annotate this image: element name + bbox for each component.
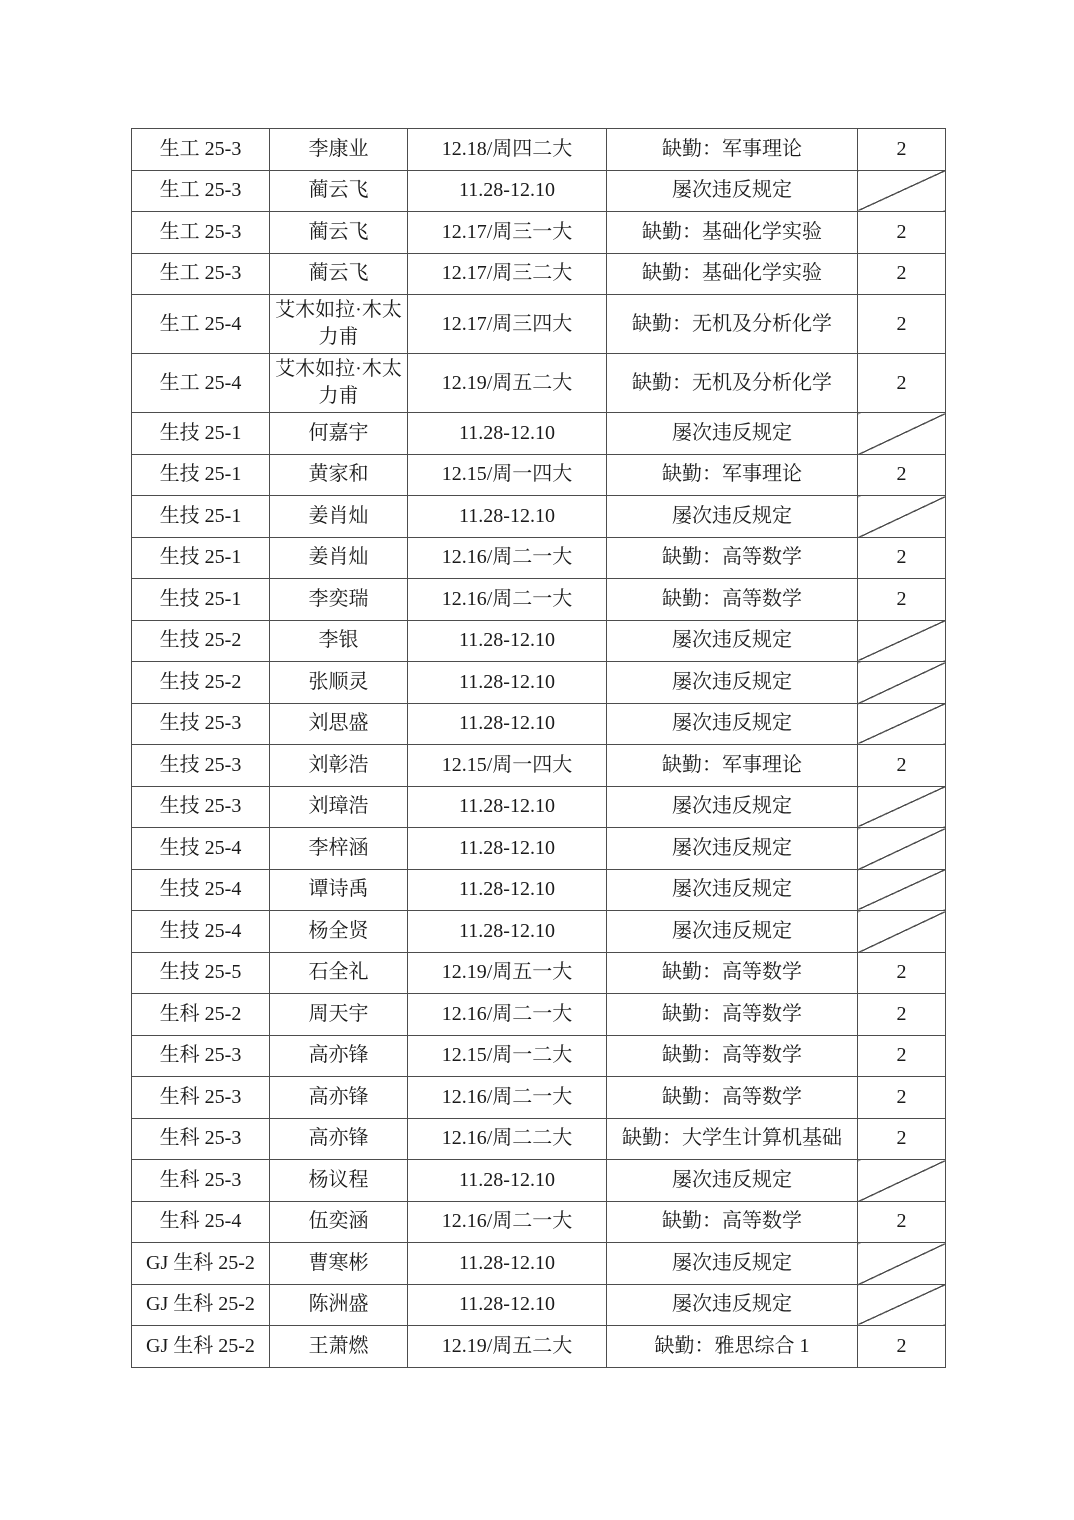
score-cell: 2 xyxy=(858,354,946,413)
violation-cell: 屡次违反规定 xyxy=(607,496,858,538)
score-cell xyxy=(858,413,946,455)
violation-cell: 屡次违反规定 xyxy=(607,828,858,870)
date-session-cell: 12.19/周五二大 xyxy=(408,1326,607,1368)
violation-cell: 屡次违反规定 xyxy=(607,703,858,745)
class-cell: 生科 25-3 xyxy=(132,1035,270,1077)
score-cell: 2 xyxy=(858,1077,946,1119)
table-row xyxy=(132,1284,946,1326)
class-cell: 生技 25-5 xyxy=(132,952,270,994)
date-session-cell: 12.17/周三二大 xyxy=(408,253,607,295)
class-cell: 生技 25-1 xyxy=(132,496,270,538)
violation-cell: 缺勤：高等数学 xyxy=(607,579,858,621)
score-cell: 2 xyxy=(858,1201,946,1243)
score-cell xyxy=(858,786,946,828)
score-cell xyxy=(858,1160,946,1202)
table-row xyxy=(132,1326,946,1368)
violation-cell: 缺勤：军事理论 xyxy=(607,745,858,787)
student-name-cell: 刘彰浩 xyxy=(270,745,408,787)
score-cell: 2 xyxy=(858,952,946,994)
student-name-cell: 李康业 xyxy=(270,129,408,171)
date-session-cell: 11.28-12.10 xyxy=(408,828,607,870)
student-name-cell: 张顺灵 xyxy=(270,662,408,704)
violation-cell: 缺勤：高等数学 xyxy=(607,994,858,1036)
date-session-cell: 12.16/周二一大 xyxy=(408,579,607,621)
table-row xyxy=(132,1243,946,1285)
class-cell: 生科 25-3 xyxy=(132,1077,270,1119)
table-row xyxy=(132,952,946,994)
student-name-cell: 李银 xyxy=(270,620,408,662)
class-cell: 生工 25-4 xyxy=(132,295,270,354)
table-row xyxy=(132,253,946,295)
table-row xyxy=(132,869,946,911)
score-cell: 2 xyxy=(858,295,946,354)
student-name-cell: 蔺云飞 xyxy=(270,170,408,212)
class-cell: 生科 25-3 xyxy=(132,1160,270,1202)
class-cell: 生工 25-4 xyxy=(132,354,270,413)
class-cell: 生技 25-1 xyxy=(132,537,270,579)
date-session-cell: 12.19/周五一大 xyxy=(408,952,607,994)
score-cell: 2 xyxy=(858,1326,946,1368)
student-name-cell: 李梓涵 xyxy=(270,828,408,870)
student-name-cell: 周天宇 xyxy=(270,994,408,1036)
student-name-cell: 陈洲盛 xyxy=(270,1284,408,1326)
class-cell: 生技 25-3 xyxy=(132,703,270,745)
violation-cell: 屡次违反规定 xyxy=(607,662,858,704)
table-row xyxy=(132,662,946,704)
date-session-cell: 11.28-12.10 xyxy=(408,869,607,911)
table-row xyxy=(132,129,946,171)
score-cell: 2 xyxy=(858,129,946,171)
class-cell: 生工 25-3 xyxy=(132,170,270,212)
violation-cell: 缺勤：无机及分析化学 xyxy=(607,354,858,413)
date-session-cell: 12.15/周一二大 xyxy=(408,1035,607,1077)
student-name-cell: 高亦锋 xyxy=(270,1118,408,1160)
score-cell: 2 xyxy=(858,579,946,621)
score-cell xyxy=(858,869,946,911)
student-name-cell: 何嘉宇 xyxy=(270,413,408,455)
student-name-cell: 蔺云飞 xyxy=(270,212,408,254)
date-session-cell: 12.16/周二一大 xyxy=(408,1077,607,1119)
class-cell: GJ 生科 25-2 xyxy=(132,1284,270,1326)
student-name-cell: 王萧燃 xyxy=(270,1326,408,1368)
violation-cell: 缺勤：基础化学实验 xyxy=(607,212,858,254)
class-cell: 生工 25-3 xyxy=(132,129,270,171)
score-cell xyxy=(858,703,946,745)
violation-cell: 屡次违反规定 xyxy=(607,1160,858,1202)
score-cell xyxy=(858,170,946,212)
student-name-cell: 石全礼 xyxy=(270,952,408,994)
class-cell: 生技 25-1 xyxy=(132,579,270,621)
score-cell xyxy=(858,1284,946,1326)
class-cell: 生科 25-2 xyxy=(132,994,270,1036)
student-name-cell: 伍奕涵 xyxy=(270,1201,408,1243)
violation-cell: 缺勤：高等数学 xyxy=(607,952,858,994)
date-session-cell: 11.28-12.10 xyxy=(408,1160,607,1202)
violation-cell: 缺勤：高等数学 xyxy=(607,1077,858,1119)
student-name-cell: 艾木如拉·木太力甫 xyxy=(270,295,408,354)
violation-cell: 缺勤：高等数学 xyxy=(607,1201,858,1243)
table-row xyxy=(132,786,946,828)
date-session-cell: 12.16/周二一大 xyxy=(408,994,607,1036)
date-session-cell: 12.19/周五二大 xyxy=(408,354,607,413)
table-row xyxy=(132,537,946,579)
table-row xyxy=(132,212,946,254)
violation-cell: 缺勤：大学生计算机基础 xyxy=(607,1118,858,1160)
table-row xyxy=(132,828,946,870)
date-session-cell: 11.28-12.10 xyxy=(408,1284,607,1326)
violation-cell: 屡次违反规定 xyxy=(607,620,858,662)
table-row xyxy=(132,994,946,1036)
table-row xyxy=(132,170,946,212)
score-cell xyxy=(858,1243,946,1285)
score-cell xyxy=(858,620,946,662)
score-cell xyxy=(858,496,946,538)
score-cell: 2 xyxy=(858,212,946,254)
table-row xyxy=(132,579,946,621)
score-cell xyxy=(858,662,946,704)
class-cell: 生技 25-2 xyxy=(132,662,270,704)
date-session-cell: 11.28-12.10 xyxy=(408,786,607,828)
violation-cell: 屡次违反规定 xyxy=(607,413,858,455)
table-row xyxy=(132,620,946,662)
score-cell xyxy=(858,911,946,953)
table-row xyxy=(132,496,946,538)
violation-cell: 缺勤：基础化学实验 xyxy=(607,253,858,295)
class-cell: 生技 25-4 xyxy=(132,828,270,870)
class-cell: 生技 25-2 xyxy=(132,620,270,662)
class-cell: 生工 25-3 xyxy=(132,212,270,254)
student-name-cell: 黄家和 xyxy=(270,454,408,496)
student-name-cell: 杨议程 xyxy=(270,1160,408,1202)
student-name-cell: 高亦锋 xyxy=(270,1035,408,1077)
date-session-cell: 12.16/周二一大 xyxy=(408,1201,607,1243)
violation-cell: 屡次违反规定 xyxy=(607,1243,858,1285)
student-name-cell: 刘思盛 xyxy=(270,703,408,745)
student-name-cell: 李奕瑞 xyxy=(270,579,408,621)
student-name-cell: 姜肖灿 xyxy=(270,537,408,579)
date-session-cell: 12.15/周一四大 xyxy=(408,454,607,496)
class-cell: 生技 25-3 xyxy=(132,745,270,787)
date-session-cell: 12.18/周四二大 xyxy=(408,129,607,171)
class-cell: 生工 25-3 xyxy=(132,253,270,295)
attendance-violation-table xyxy=(131,128,946,1368)
date-session-cell: 11.28-12.10 xyxy=(408,911,607,953)
student-name-cell: 姜肖灿 xyxy=(270,496,408,538)
date-session-cell: 11.28-12.10 xyxy=(408,662,607,704)
date-session-cell: 11.28-12.10 xyxy=(408,170,607,212)
score-cell: 2 xyxy=(858,1035,946,1077)
score-cell: 2 xyxy=(858,994,946,1036)
violation-cell: 缺勤：无机及分析化学 xyxy=(607,295,858,354)
score-cell: 2 xyxy=(858,454,946,496)
date-session-cell: 12.16/周二一大 xyxy=(408,537,607,579)
violation-cell: 缺勤：雅思综合 1 xyxy=(607,1326,858,1368)
violation-cell: 屡次违反规定 xyxy=(607,869,858,911)
table-row xyxy=(132,454,946,496)
class-cell: 生技 25-4 xyxy=(132,869,270,911)
table-row xyxy=(132,1160,946,1202)
class-cell: 生科 25-4 xyxy=(132,1201,270,1243)
violation-cell: 屡次违反规定 xyxy=(607,170,858,212)
date-session-cell: 11.28-12.10 xyxy=(408,1243,607,1285)
date-session-cell: 12.15/周一四大 xyxy=(408,745,607,787)
student-name-cell: 刘璋浩 xyxy=(270,786,408,828)
violation-cell: 缺勤：高等数学 xyxy=(607,537,858,579)
violation-cell: 屡次违反规定 xyxy=(607,786,858,828)
class-cell: 生技 25-1 xyxy=(132,413,270,455)
table-row xyxy=(132,911,946,953)
date-session-cell: 11.28-12.10 xyxy=(408,620,607,662)
table-row xyxy=(132,413,946,455)
student-name-cell: 曹寒彬 xyxy=(270,1243,408,1285)
table-row xyxy=(132,1077,946,1119)
table-row xyxy=(132,1201,946,1243)
date-session-cell: 11.28-12.10 xyxy=(408,413,607,455)
date-session-cell: 11.28-12.10 xyxy=(408,703,607,745)
student-name-cell: 蔺云飞 xyxy=(270,253,408,295)
table-row xyxy=(132,295,946,354)
violation-cell: 缺勤：高等数学 xyxy=(607,1035,858,1077)
violation-cell: 屡次违反规定 xyxy=(607,1284,858,1326)
table-row xyxy=(132,1035,946,1077)
violation-cell: 缺勤：军事理论 xyxy=(607,129,858,171)
student-name-cell: 艾木如拉·木太力甫 xyxy=(270,354,408,413)
date-session-cell: 12.17/周三四大 xyxy=(408,295,607,354)
score-cell: 2 xyxy=(858,745,946,787)
class-cell: 生技 25-4 xyxy=(132,911,270,953)
table-row xyxy=(132,354,946,413)
class-cell: 生技 25-1 xyxy=(132,454,270,496)
student-name-cell: 谭诗禹 xyxy=(270,869,408,911)
student-name-cell: 高亦锋 xyxy=(270,1077,408,1119)
score-cell: 2 xyxy=(858,537,946,579)
table-row xyxy=(132,745,946,787)
score-cell: 2 xyxy=(858,253,946,295)
class-cell: 生科 25-3 xyxy=(132,1118,270,1160)
table-row xyxy=(132,1118,946,1160)
date-session-cell: 11.28-12.10 xyxy=(408,496,607,538)
date-session-cell: 12.17/周三一大 xyxy=(408,212,607,254)
class-cell: GJ 生科 25-2 xyxy=(132,1326,270,1368)
violation-cell: 屡次违反规定 xyxy=(607,911,858,953)
score-cell: 2 xyxy=(858,1118,946,1160)
date-session-cell: 12.16/周二二大 xyxy=(408,1118,607,1160)
table-row xyxy=(132,703,946,745)
student-name-cell: 杨全贤 xyxy=(270,911,408,953)
class-cell: GJ 生科 25-2 xyxy=(132,1243,270,1285)
class-cell: 生技 25-3 xyxy=(132,786,270,828)
violation-cell: 缺勤：军事理论 xyxy=(607,454,858,496)
table-body xyxy=(132,129,946,1368)
score-cell xyxy=(858,828,946,870)
